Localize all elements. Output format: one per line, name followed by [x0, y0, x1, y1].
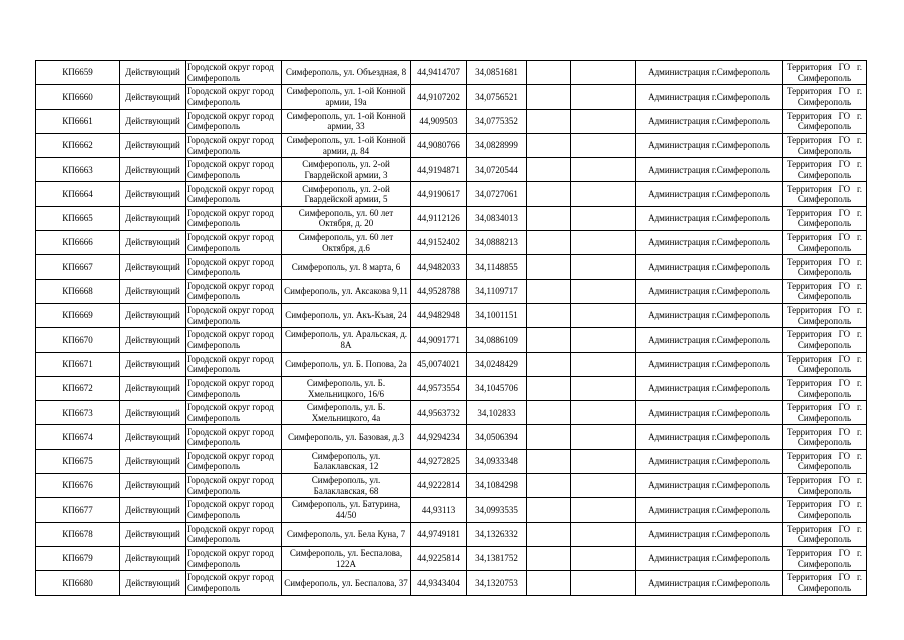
district-cell: Городской округ город Симферополь — [186, 206, 282, 230]
district-cell: Городской округ город Симферополь — [186, 182, 282, 206]
table-row — [36, 279, 867, 303]
container-site-code: КП6668 — [36, 279, 120, 303]
status-cell: Действующий — [120, 546, 186, 570]
territory-cell: Территория ГО г. Симферополь — [783, 61, 867, 85]
table-row — [36, 474, 867, 498]
empty-cell — [571, 61, 636, 85]
district-cell: Городской округ город Симферополь — [186, 133, 282, 157]
longitude-cell: 34,1381752 — [467, 546, 527, 570]
container-site-code: КП6674 — [36, 425, 120, 449]
status-cell: Действующий — [120, 85, 186, 109]
latitude-cell: 44,9563732 — [411, 401, 467, 425]
status-cell: Действующий — [120, 279, 186, 303]
empty-cell — [527, 109, 571, 133]
empty-cell — [571, 206, 636, 230]
latitude-cell: 44,9573554 — [411, 376, 467, 400]
status-cell: Действующий — [120, 206, 186, 230]
owner-cell: Администрация г.Симферополь — [636, 328, 783, 352]
table-row — [36, 352, 867, 376]
territory-cell: Территория ГО г. Симферополь — [783, 255, 867, 279]
territory-cell: Территория ГО г. Симферополь — [783, 449, 867, 473]
address-cell: Симферополь, ул. Аральская, д. 8А — [282, 328, 411, 352]
territory-cell: Территория ГО г. Симферополь — [783, 182, 867, 206]
district-cell: Городской округ город Симферополь — [186, 231, 282, 255]
status-cell: Действующий — [120, 425, 186, 449]
address-cell: Симферополь, ул. Б. Хмельницкого, 4а — [282, 401, 411, 425]
district-cell: Городской округ город Симферополь — [186, 303, 282, 327]
address-cell: Симферополь, ул. Базовая, д.3 — [282, 425, 411, 449]
territory-cell: Территория ГО г. Симферополь — [783, 206, 867, 230]
empty-cell — [571, 474, 636, 498]
district-cell: Городской округ город Симферополь — [186, 279, 282, 303]
address-cell: Симферополь, ул. Б. Попова, 2а — [282, 352, 411, 376]
container-site-code: КП6675 — [36, 449, 120, 473]
longitude-cell: 34,1326332 — [467, 522, 527, 546]
table-row — [36, 109, 867, 133]
latitude-cell: 44,9272825 — [411, 449, 467, 473]
territory-cell: Территория ГО г. Симферополь — [783, 376, 867, 400]
empty-cell — [571, 255, 636, 279]
latitude-cell: 44,9152402 — [411, 231, 467, 255]
status-cell: Действующий — [120, 474, 186, 498]
address-cell: Симферополь, ул. Бела Куна, 7 — [282, 522, 411, 546]
empty-cell — [527, 449, 571, 473]
district-cell: Городской округ город Симферополь — [186, 522, 282, 546]
container-site-code: КП6670 — [36, 328, 120, 352]
table-row — [36, 425, 867, 449]
status-cell: Действующий — [120, 328, 186, 352]
container-site-code: КП6665 — [36, 206, 120, 230]
status-cell: Действующий — [120, 449, 186, 473]
empty-cell — [527, 498, 571, 522]
empty-cell — [571, 279, 636, 303]
address-cell: Симферополь, ул. 1-ой Конной армии, 33 — [282, 109, 411, 133]
empty-cell — [527, 352, 571, 376]
empty-cell — [571, 303, 636, 327]
status-cell: Действующий — [120, 109, 186, 133]
empty-cell — [571, 498, 636, 522]
territory-cell: Территория ГО г. Симферополь — [783, 352, 867, 376]
longitude-cell: 34,0888213 — [467, 231, 527, 255]
container-site-code: КП6677 — [36, 498, 120, 522]
empty-cell — [571, 546, 636, 570]
container-site-code: КП6659 — [36, 61, 120, 85]
address-cell: Симферополь, ул. Беспалова, 122А — [282, 546, 411, 570]
territory-cell: Территория ГО г. Симферополь — [783, 498, 867, 522]
empty-cell — [527, 522, 571, 546]
longitude-cell: 34,0756521 — [467, 85, 527, 109]
latitude-cell: 45,0074021 — [411, 352, 467, 376]
territory-cell: Территория ГО г. Симферополь — [783, 133, 867, 157]
empty-cell — [571, 231, 636, 255]
latitude-cell: 44,9343404 — [411, 571, 467, 595]
table-row — [36, 303, 867, 327]
latitude-cell: 44,909503 — [411, 109, 467, 133]
address-cell: Симферополь, ул. Беспалова, 37 — [282, 571, 411, 595]
status-cell: Действующий — [120, 376, 186, 400]
table-row — [36, 133, 867, 157]
address-cell: Симферополь, ул. Балаклавская, 12 — [282, 449, 411, 473]
latitude-cell: 44,93113 — [411, 498, 467, 522]
latitude-cell: 44,9107202 — [411, 85, 467, 109]
longitude-cell: 34,102833 — [467, 401, 527, 425]
container-site-code: КП6672 — [36, 376, 120, 400]
owner-cell: Администрация г.Симферополь — [636, 255, 783, 279]
longitude-cell: 34,1109717 — [467, 279, 527, 303]
empty-cell — [571, 85, 636, 109]
longitude-cell: 34,0886109 — [467, 328, 527, 352]
empty-cell — [571, 571, 636, 595]
district-cell: Городской округ город Симферополь — [186, 401, 282, 425]
container-site-code: КП6673 — [36, 401, 120, 425]
table-row — [36, 61, 867, 85]
territory-cell: Территория ГО г. Симферополь — [783, 425, 867, 449]
address-cell: Симферополь, ул. 8 марта, 6 — [282, 255, 411, 279]
territory-cell: Территория ГО г. Симферополь — [783, 474, 867, 498]
address-cell: Симферополь, ул. 2-ой Гвардейской армии, 5 — [282, 182, 411, 206]
status-cell: Действующий — [120, 231, 186, 255]
empty-cell — [571, 328, 636, 352]
status-cell: Действующий — [120, 571, 186, 595]
empty-cell — [527, 328, 571, 352]
territory-cell: Территория ГО г. Симферополь — [783, 522, 867, 546]
empty-cell — [571, 376, 636, 400]
empty-cell — [571, 401, 636, 425]
longitude-cell: 34,1320753 — [467, 571, 527, 595]
owner-cell: Администрация г.Симферополь — [636, 401, 783, 425]
empty-cell — [571, 133, 636, 157]
district-cell: Городской округ город Симферополь — [186, 376, 282, 400]
table-row — [36, 255, 867, 279]
status-cell: Действующий — [120, 352, 186, 376]
empty-cell — [571, 182, 636, 206]
address-cell: Симферополь, ул. 1-ой Конной армии, 19а — [282, 85, 411, 109]
district-cell: Городской округ город Симферополь — [186, 425, 282, 449]
territory-cell: Территория ГО г. Симферополь — [783, 328, 867, 352]
district-cell: Городской округ город Симферополь — [186, 352, 282, 376]
longitude-cell: 34,0506394 — [467, 425, 527, 449]
owner-cell: Администрация г.Симферополь — [636, 474, 783, 498]
container-site-code: КП6660 — [36, 85, 120, 109]
owner-cell: Администрация г.Симферополь — [636, 376, 783, 400]
address-cell: Симферополь, ул. Аксакова 9,11 — [282, 279, 411, 303]
empty-cell — [571, 158, 636, 182]
empty-cell — [527, 85, 571, 109]
longitude-cell: 34,1001151 — [467, 303, 527, 327]
empty-cell — [527, 303, 571, 327]
empty-cell — [527, 255, 571, 279]
latitude-cell: 44,9190617 — [411, 182, 467, 206]
longitude-cell: 34,1084298 — [467, 474, 527, 498]
longitude-cell: 34,1045706 — [467, 376, 527, 400]
longitude-cell: 34,0775352 — [467, 109, 527, 133]
table-row — [36, 328, 867, 352]
table-row — [36, 449, 867, 473]
owner-cell: Администрация г.Симферополь — [636, 352, 783, 376]
longitude-cell: 34,0727061 — [467, 182, 527, 206]
longitude-cell: 34,0248429 — [467, 352, 527, 376]
longitude-cell: 34,0993535 — [467, 498, 527, 522]
territory-cell: Территория ГО г. Симферополь — [783, 85, 867, 109]
latitude-cell: 44,9414707 — [411, 61, 467, 85]
container-site-code: КП6663 — [36, 158, 120, 182]
table-row — [36, 376, 867, 400]
container-site-code: КП6661 — [36, 109, 120, 133]
district-cell: Городской округ город Симферополь — [186, 328, 282, 352]
empty-cell — [571, 425, 636, 449]
address-cell: Симферополь, ул. Б. Хмельницкого, 16/6 — [282, 376, 411, 400]
latitude-cell: 44,9091771 — [411, 328, 467, 352]
owner-cell: Администрация г.Симферополь — [636, 303, 783, 327]
empty-cell — [571, 522, 636, 546]
owner-cell: Администрация г.Симферополь — [636, 425, 783, 449]
territory-cell: Территория ГО г. Симферополь — [783, 401, 867, 425]
empty-cell — [571, 449, 636, 473]
empty-cell — [527, 133, 571, 157]
status-cell: Действующий — [120, 133, 186, 157]
empty-cell — [527, 474, 571, 498]
table-row — [36, 206, 867, 230]
district-cell: Городской округ город Симферополь — [186, 158, 282, 182]
container-site-code: КП6667 — [36, 255, 120, 279]
empty-cell — [527, 376, 571, 400]
territory-cell: Территория ГО г. Симферополь — [783, 109, 867, 133]
empty-cell — [527, 231, 571, 255]
latitude-cell: 44,9225814 — [411, 546, 467, 570]
district-cell: Городской округ город Симферополь — [186, 109, 282, 133]
owner-cell: Администрация г.Симферополь — [636, 109, 783, 133]
owner-cell: Администрация г.Симферополь — [636, 498, 783, 522]
empty-cell — [571, 352, 636, 376]
table-row — [36, 522, 867, 546]
status-cell: Действующий — [120, 401, 186, 425]
empty-cell — [527, 182, 571, 206]
table-row — [36, 85, 867, 109]
container-site-code: КП6679 — [36, 546, 120, 570]
owner-cell: Администрация г.Симферополь — [636, 522, 783, 546]
empty-cell — [527, 279, 571, 303]
empty-cell — [527, 206, 571, 230]
latitude-cell: 44,9194871 — [411, 158, 467, 182]
longitude-cell: 34,1148855 — [467, 255, 527, 279]
owner-cell: Администрация г.Симферополь — [636, 85, 783, 109]
empty-cell — [571, 109, 636, 133]
address-cell: Симферополь, ул. Объездная, 8 — [282, 61, 411, 85]
register-table — [35, 60, 867, 596]
district-cell: Городской округ город Симферополь — [186, 61, 282, 85]
territory-cell: Территория ГО г. Симферополь — [783, 158, 867, 182]
longitude-cell: 34,0720544 — [467, 158, 527, 182]
table-row — [36, 571, 867, 595]
longitude-cell: 34,0828999 — [467, 133, 527, 157]
longitude-cell: 34,0851681 — [467, 61, 527, 85]
district-cell: Городской округ город Симферополь — [186, 85, 282, 109]
table-row — [36, 231, 867, 255]
owner-cell: Администрация г.Симферополь — [636, 546, 783, 570]
latitude-cell: 44,9222814 — [411, 474, 467, 498]
territory-cell: Территория ГО г. Симферополь — [783, 231, 867, 255]
table-body — [36, 61, 867, 596]
status-cell: Действующий — [120, 182, 186, 206]
empty-cell — [527, 571, 571, 595]
status-cell: Действующий — [120, 303, 186, 327]
address-cell: Симферополь, ул. 2-ой Гвардейской армии, 3 — [282, 158, 411, 182]
table-row — [36, 498, 867, 522]
table-row — [36, 401, 867, 425]
district-cell: Городской округ город Симферополь — [186, 571, 282, 595]
status-cell: Действующий — [120, 61, 186, 85]
latitude-cell: 44,9528788 — [411, 279, 467, 303]
latitude-cell: 44,9482948 — [411, 303, 467, 327]
status-cell: Действующий — [120, 158, 186, 182]
empty-cell — [527, 61, 571, 85]
district-cell: Городской округ город Симферополь — [186, 498, 282, 522]
latitude-cell: 44,9294234 — [411, 425, 467, 449]
empty-cell — [527, 425, 571, 449]
status-cell: Действующий — [120, 255, 186, 279]
status-cell: Действующий — [120, 522, 186, 546]
latitude-cell: 44,9482033 — [411, 255, 467, 279]
address-cell: Симферополь, ул. Батурина, 44/50 — [282, 498, 411, 522]
longitude-cell: 34,0933348 — [467, 449, 527, 473]
territory-cell: Территория ГО г. Симферополь — [783, 279, 867, 303]
territory-cell: Территория ГО г. Симферополь — [783, 546, 867, 570]
territory-cell: Территория ГО г. Симферополь — [783, 571, 867, 595]
table-row — [36, 546, 867, 570]
longitude-cell: 34,0834013 — [467, 206, 527, 230]
container-site-code: КП6662 — [36, 133, 120, 157]
owner-cell: Администрация г.Симферополь — [636, 231, 783, 255]
address-cell: Симферополь, ул. Акъ-Къая, 24 — [282, 303, 411, 327]
district-cell: Городской округ город Симферополь — [186, 474, 282, 498]
container-site-code: КП6676 — [36, 474, 120, 498]
latitude-cell: 44,9749181 — [411, 522, 467, 546]
district-cell: Городской округ город Симферополь — [186, 546, 282, 570]
empty-cell — [527, 401, 571, 425]
status-cell: Действующий — [120, 498, 186, 522]
container-site-code: КП6671 — [36, 352, 120, 376]
latitude-cell: 44,9112126 — [411, 206, 467, 230]
owner-cell: Администрация г.Симферополь — [636, 449, 783, 473]
owner-cell: Администрация г.Симферополь — [636, 279, 783, 303]
district-cell: Городской округ город Симферополь — [186, 255, 282, 279]
owner-cell: Администрация г.Симферополь — [636, 133, 783, 157]
address-cell: Симферополь, ул. 1-ой Конной армии, д. 84 — [282, 133, 411, 157]
empty-cell — [527, 546, 571, 570]
owner-cell: Администрация г.Симферополь — [636, 182, 783, 206]
territory-cell: Территория ГО г. Симферополь — [783, 303, 867, 327]
container-site-code: КП6678 — [36, 522, 120, 546]
latitude-cell: 44,9080766 — [411, 133, 467, 157]
container-site-code: КП6666 — [36, 231, 120, 255]
owner-cell: Администрация г.Симферополь — [636, 206, 783, 230]
container-site-code: КП6664 — [36, 182, 120, 206]
empty-cell — [527, 158, 571, 182]
container-site-code: КП6680 — [36, 571, 120, 595]
container-site-code: КП6669 — [36, 303, 120, 327]
owner-cell: Администрация г.Симферополь — [636, 158, 783, 182]
address-cell: Симферополь, ул. 60 лет Октября, д.6 — [282, 231, 411, 255]
address-cell: Симферополь, ул. Балаклавская, 68 — [282, 474, 411, 498]
owner-cell: Администрация г.Симферополь — [636, 61, 783, 85]
table-row — [36, 158, 867, 182]
district-cell: Городской округ город Симферополь — [186, 449, 282, 473]
owner-cell: Администрация г.Симферополь — [636, 571, 783, 595]
address-cell: Симферополь, ул. 60 лет Октября, д. 20 — [282, 206, 411, 230]
table-row — [36, 182, 867, 206]
